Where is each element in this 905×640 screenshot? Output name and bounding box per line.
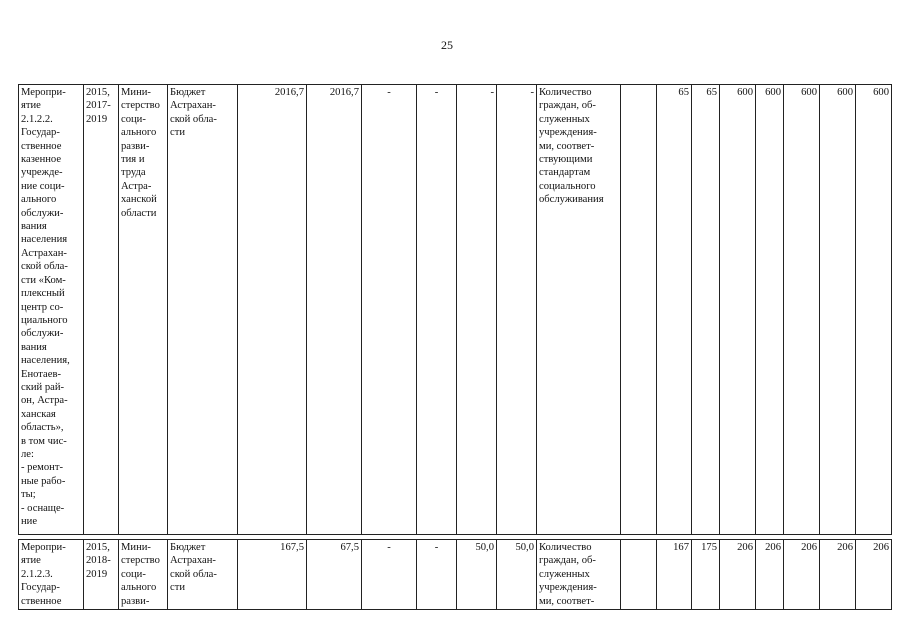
amount-2018-cell: 50,0 [457,540,497,610]
measure-cell [19,540,84,610]
cell-line: ской обла- [170,113,217,125]
cell-line: в том чис- [21,435,67,447]
cell-line: обслужи- [21,328,64,340]
cell-line: ский рай- [21,381,65,393]
cell-line: Астрахан- [170,100,216,112]
cell-line: ального [21,194,57,206]
cell-line: учрежде- [21,167,63,179]
cell-line: разви- [121,595,150,607]
cell-line: центр со- [21,301,64,313]
indicator-value-cell: 600 [756,85,784,535]
amount-2016-cell: - [362,540,417,610]
years-cell [84,85,119,535]
cell-line: стерство [121,555,160,567]
cell-line: Астра- [121,180,152,192]
cell-line: он, Астра- [21,395,68,407]
cell-line: ального [121,582,157,594]
funding-source-cell [168,85,238,535]
cell-line: служенных [539,568,590,580]
total-amount-cell: 2016,7 [238,85,307,535]
cell-line: вания [21,341,47,353]
cell-line: граждан, об- [539,100,596,112]
cell-line: ственное [21,140,62,152]
table-row [19,540,892,610]
cell-line: учреждения- [539,582,597,594]
cell-line: ального [121,127,157,139]
indicator-cell [537,540,621,610]
cell-line: Астрахан- [170,555,216,567]
indicator-value-cell: 600 [856,85,892,535]
cell-line: населения, [21,355,70,367]
cell-line: социального [539,180,596,192]
cell-line: служенных [539,113,590,125]
cell-line: разви- [121,140,150,152]
cell-line: ской обла- [21,261,68,273]
cell-line: - ремонт- [21,462,64,474]
cell-line: сти [170,582,186,594]
cell-line: населения [21,234,68,246]
cell-line: Государ- [21,127,60,139]
years-cell [84,540,119,610]
measure-cell [19,85,84,535]
indicator-value-cell: 600 [784,85,820,535]
cell-line: ние соци- [21,180,65,192]
indicator-value-cell: 206 [856,540,892,610]
cell-line: ханской [121,194,157,206]
cell-line: ты; [21,489,36,501]
cell-line: - оснаще- [21,502,65,514]
cell-line: Количество [539,87,592,98]
cell-line: ные рабо- [21,475,66,487]
table-row [19,85,892,535]
cell-line: ми, соответ- [539,140,595,152]
program-measures-table [18,84,892,610]
cell-line: Меропри- [21,87,66,98]
executor-cell [119,85,168,535]
cell-line: Енотаев- [21,368,61,380]
cell-line: ственное [21,595,62,607]
unit-cell [621,540,657,610]
cell-line: Бюджет [170,87,206,98]
executor-cell [119,540,168,610]
total-amount-cell: 167,5 [238,540,307,610]
indicator-value-cell: 206 [720,540,756,610]
cell-line: ние [21,516,38,527]
cell-line: 2019 [86,568,108,580]
indicator-value-cell: 65 [657,85,692,535]
cell-line: Бюджет [170,542,206,553]
cell-line: сти [170,127,186,139]
cell-line: циального [21,314,68,326]
cell-line: Мини- [121,87,151,98]
indicator-value-cell: 206 [784,540,820,610]
cell-line: учреждения- [539,127,597,139]
amount-2015-cell: 2016,7 [307,85,362,535]
cell-line: труда [121,167,146,179]
cell-line: ятие [21,100,41,112]
cell-line: 2018- [86,555,111,567]
indicator-value-cell: 206 [820,540,856,610]
cell-line: Меропри- [21,542,66,553]
cell-line: Астрахан- [21,247,67,259]
cell-line: 2015, [86,87,110,98]
amount-2017-cell: - [417,85,457,535]
cell-line: области [121,207,157,219]
cell-line: Количество [539,542,592,553]
indicator-value-cell: 206 [756,540,784,610]
cell-line: обслужи- [21,207,64,219]
cell-line: Государ- [21,582,60,594]
indicator-value-cell: 167 [657,540,692,610]
page-number: 25 [441,38,453,52]
cell-line: стерство [121,100,160,112]
cell-line: плексный [21,288,65,300]
cell-line: вания [21,221,47,233]
cell-line: 2017- [86,100,111,112]
funding-source-cell [168,540,238,610]
cell-line: ле: [21,448,34,460]
indicator-value-cell: 175 [692,540,720,610]
indicator-value-cell: 600 [720,85,756,535]
cell-line: ми, соответ- [539,595,595,607]
cell-line: казенное [21,154,62,166]
cell-line: ханская [21,408,56,420]
cell-line: граждан, об- [539,555,596,567]
cell-line: обслуживания [539,194,604,206]
cell-line: соци- [121,568,146,580]
cell-line: Мини- [121,542,151,553]
amount-2019-cell: - [497,85,537,535]
cell-line: стандартам [539,167,591,179]
amount-2019-cell: 50,0 [497,540,537,610]
cell-line: область», [21,422,64,434]
indicator-value-cell: 65 [692,85,720,535]
unit-cell [621,85,657,535]
cell-line: 2.1.2.3. [21,568,53,580]
cell-line: соци- [121,113,146,125]
cell-line: 2015, [86,542,110,553]
indicator-cell [537,85,621,535]
amount-2016-cell: - [362,85,417,535]
cell-line: 2019 [86,113,108,125]
cell-line: ской обла- [170,568,217,580]
cell-line: сти «Ком- [21,274,66,286]
amount-2017-cell: - [417,540,457,610]
cell-line: ствующими [539,154,593,166]
amount-2015-cell: 67,5 [307,540,362,610]
cell-line: 2.1.2.2. [21,113,53,125]
cell-line: тия и [121,154,145,166]
cell-line: ятие [21,555,41,567]
amount-2018-cell: - [457,85,497,535]
indicator-value-cell: 600 [820,85,856,535]
